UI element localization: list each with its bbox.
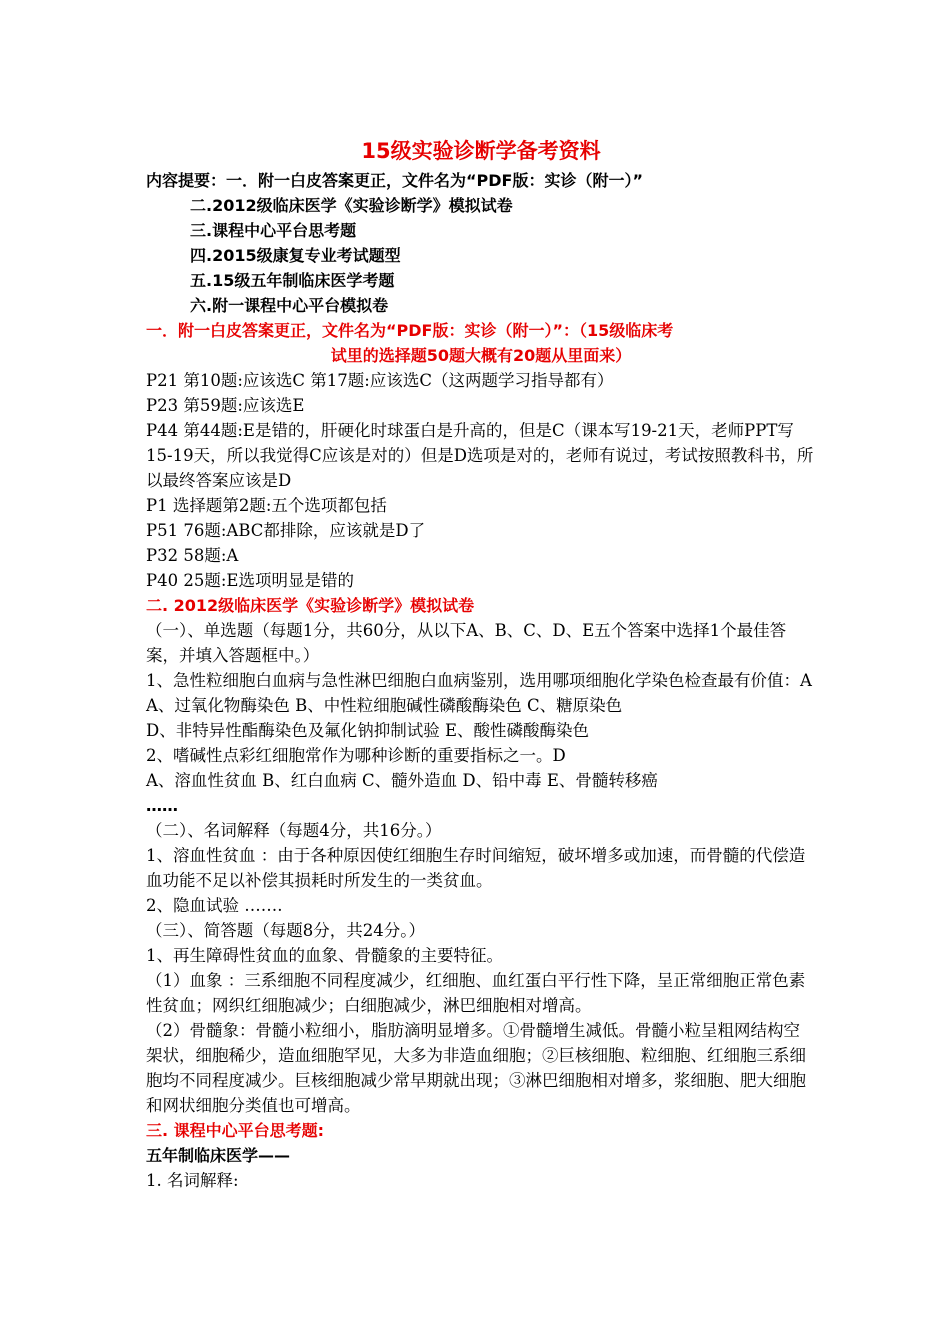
short-answer-instructions: （三）、简答题（每题8分，共24分。） bbox=[146, 921, 425, 940]
summary-item-4: 四.2015级康复专业考试题型 bbox=[190, 246, 401, 265]
question-1-options-b: D、非特异性酯酶染色及氟化钠抑制试验 E、酸性磷酸酶染色 bbox=[146, 721, 590, 740]
term-2: 2、隐血试验 ……. bbox=[146, 896, 283, 915]
summary-item-6: 六.附一课程中心平台模拟卷 bbox=[190, 296, 389, 315]
term-1: 1、溶血性贫血 ：由于各种原因使红细胞生存时间缩短，破坏增多或加速，而骨髓的代偿造血功能不足以补偿其损耗时所发生的一类贫血。 bbox=[146, 846, 806, 890]
document-title: 15级实验诊断学备考资料 bbox=[361, 139, 601, 163]
section1-heading-cont: 试里的选择题50题大概有20题从里面来） bbox=[330, 346, 632, 365]
section3-item-1: 1. 名词解释: bbox=[146, 1171, 239, 1190]
section3-subheading: 五年制临床医学—— bbox=[146, 1146, 291, 1165]
single-choice-instructions: （一）、单选题（每题1分，共60分，从以下A、B、C、D、E五个答案中选择1个最佳答案，并填入答题框中。） bbox=[146, 621, 787, 665]
summary-item-2: 二.2012级临床医学《实验诊断学》模拟试卷 bbox=[190, 196, 513, 215]
correction-p44: P44 第44题:E是错的，肝硬化时球蛋白是升高的，但是C（课本写19-21天，老师PPT写15-19天，所以我觉得C应该是对的）但是D选项是对的，老师有说过，考试按照教科书，所以最终答案应该是D bbox=[146, 421, 814, 490]
section3-heading: 三. 课程中心平台思考题: bbox=[146, 1121, 325, 1140]
question-1-options-a: A、过氧化物酶染色 B、中性粒细胞碱性磷酸酶染色 C、糖原染色 bbox=[146, 696, 623, 715]
question-2: 2、嗜碱性点彩红细胞常作为哪种诊断的重要指标之一。D bbox=[146, 746, 566, 765]
correction-p1: P1 选择题第2题:五个选项都包括 bbox=[146, 496, 387, 515]
question-1: 1、急性粒细胞白血病与急性淋巴细胞白血病鉴别，选用哪项细胞化学染色检查最有价值：A bbox=[146, 671, 812, 690]
summary-item-5: 五.15级五年制临床医学考题 bbox=[190, 271, 395, 290]
short-answer-1: 1、再生障碍性贫血的血象、骨髓象的主要特征。 bbox=[146, 946, 503, 965]
terms-instructions: （二）、名词解释（每题4分，共16分。） bbox=[146, 821, 442, 840]
short-answer-1-marrow: （2）骨髓象：骨髓小粒细小，脂肪滴明显增多。①骨髓增生减低。骨髓小粒呈粗网结构空架状，细胞稀少，造血细胞罕见，大多为非造血细胞；②巨核细胞、粒细胞、红细胞三系细胞均不同程度减少。巨核细胞减少常早期就出现；③淋巴细胞相对增多，浆细胞、肥大细胞和网状细胞分类值也可增高。 bbox=[146, 1021, 806, 1115]
section2-heading: 二. 2012级临床医学《实验诊断学》模拟试卷 bbox=[146, 596, 475, 615]
summary-item-3: 三.课程中心平台思考题 bbox=[190, 221, 357, 240]
correction-p21: P21 第10题:应该选C 第17题:应该选C（这两题学习指导都有） bbox=[146, 371, 614, 390]
summary-label: 内容提要： bbox=[146, 171, 227, 190]
correction-p40: P40 25题:E选项明显是错的 bbox=[146, 571, 354, 590]
document-body bbox=[146, 134, 816, 1193]
summary-item-1: 一．附一白皮答案更正，文件名为“PDF版：实诊（附一）” bbox=[226, 171, 643, 190]
short-answer-1-blood: （1）血象 ：三系细胞不同程度减少，红细胞、血红蛋白平行性下降，呈正常细胞正常色素性贫血；网织红细胞减少；白细胞减少，淋巴细胞相对增高。 bbox=[146, 971, 806, 1015]
correction-p51: P51 76题:ABC都排除，应该就是D了 bbox=[146, 521, 426, 540]
question-2-options: A、溶血性贫血 B、红白血病 C、髓外造血 D、铅中毒 E、骨髓转移癌 bbox=[146, 771, 658, 790]
correction-p32: P32 58题:A bbox=[146, 546, 239, 565]
ellipsis: …… bbox=[146, 796, 178, 815]
summary-line-1 bbox=[146, 168, 816, 193]
correction-p23: P23 第59题:应该选E bbox=[146, 396, 305, 415]
section1-heading: 一．附一白皮答案更正，文件名为“PDF版：实诊（附一）”：（15级临床考 bbox=[146, 321, 674, 340]
